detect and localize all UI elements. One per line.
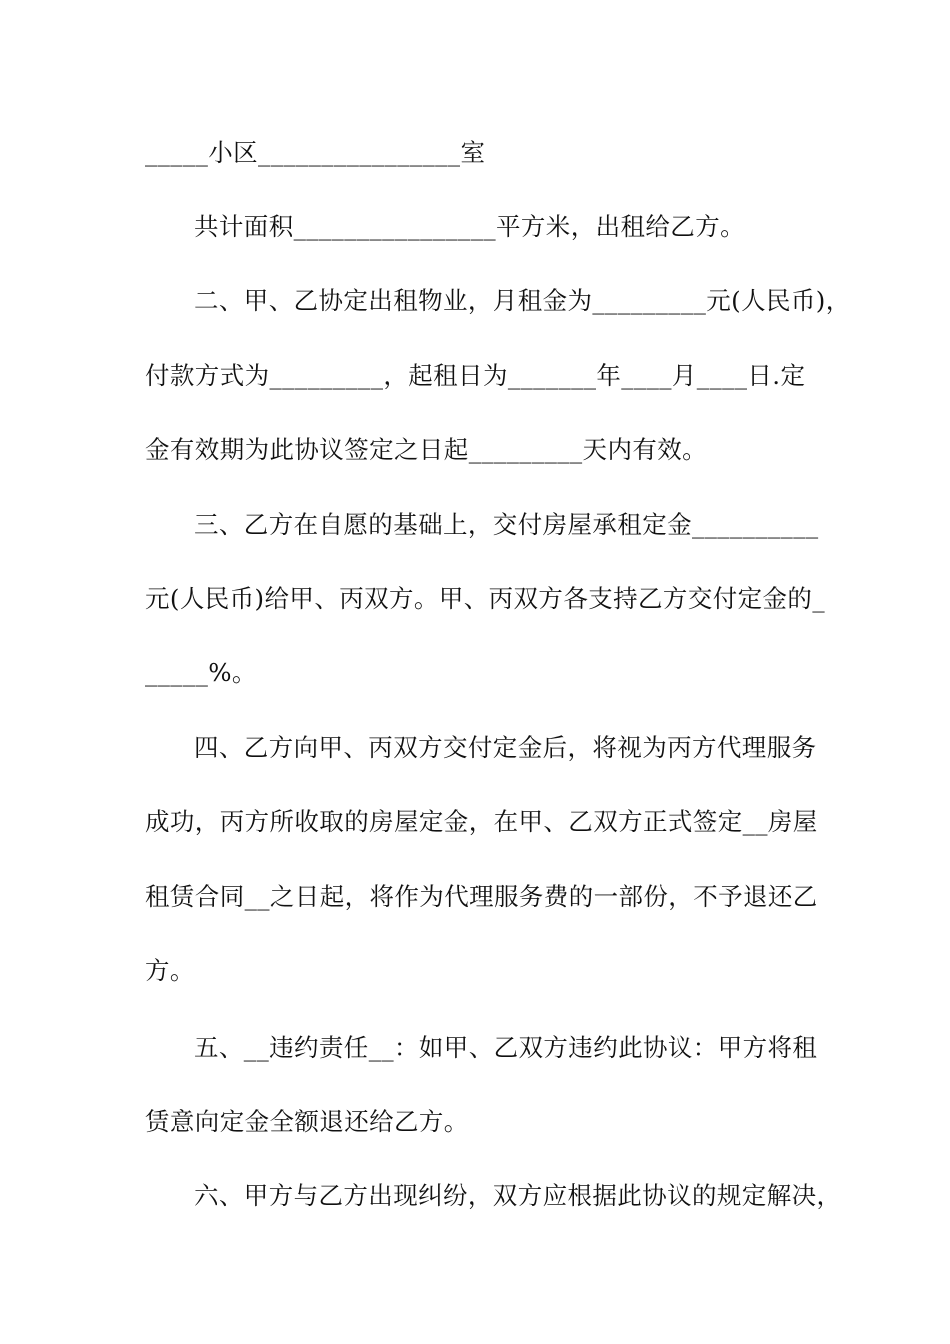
- clause-4-line-3: 租赁合同__之日起，将作为代理服务费的一部份，不予退还乙: [145, 882, 818, 911]
- clause-4-line-2: 成功，丙方所收取的房屋定金，在甲、乙双方正式签定__房屋: [145, 807, 818, 836]
- clause-5-line-1: 五、__违约责任__：如甲、乙双方违约此协议：甲方将租: [194, 1033, 818, 1062]
- text-line-area: 共计面积________________平方米，出租给乙方。: [194, 212, 745, 241]
- clause-4-line-1: 四、乙方向甲、丙双方交付定金后，将视为丙方代理服务: [194, 733, 817, 762]
- clause-2-line-3: 金有效期为此协议签定之日起_________天内有效。: [145, 435, 708, 464]
- clause-3-line-3: _____%。: [145, 658, 257, 687]
- clause-6-line-1: 六、甲方与乙方出现纠纷，双方应根据此协议的规定解决，: [194, 1181, 842, 1210]
- clause-2-line-1: 二、甲、乙协定出租物业，月租金为_________元(人民币)，: [194, 286, 851, 315]
- clause-4-line-4: 方。: [145, 956, 195, 985]
- text-line-address: _____小区________________室: [145, 138, 486, 167]
- clause-3-line-2: 元(人民币)给甲、丙双方。甲、丙双方各支持乙方交付定金的_: [145, 584, 825, 613]
- clause-3-line-1: 三、乙方在自愿的基础上，交付房屋承租定金__________: [194, 510, 819, 539]
- clause-2-line-2: 付款方式为_________，起租日为_______年____月____日.定: [145, 361, 806, 390]
- clause-5-line-2: 赁意向定金全额退还给乙方。: [145, 1107, 469, 1136]
